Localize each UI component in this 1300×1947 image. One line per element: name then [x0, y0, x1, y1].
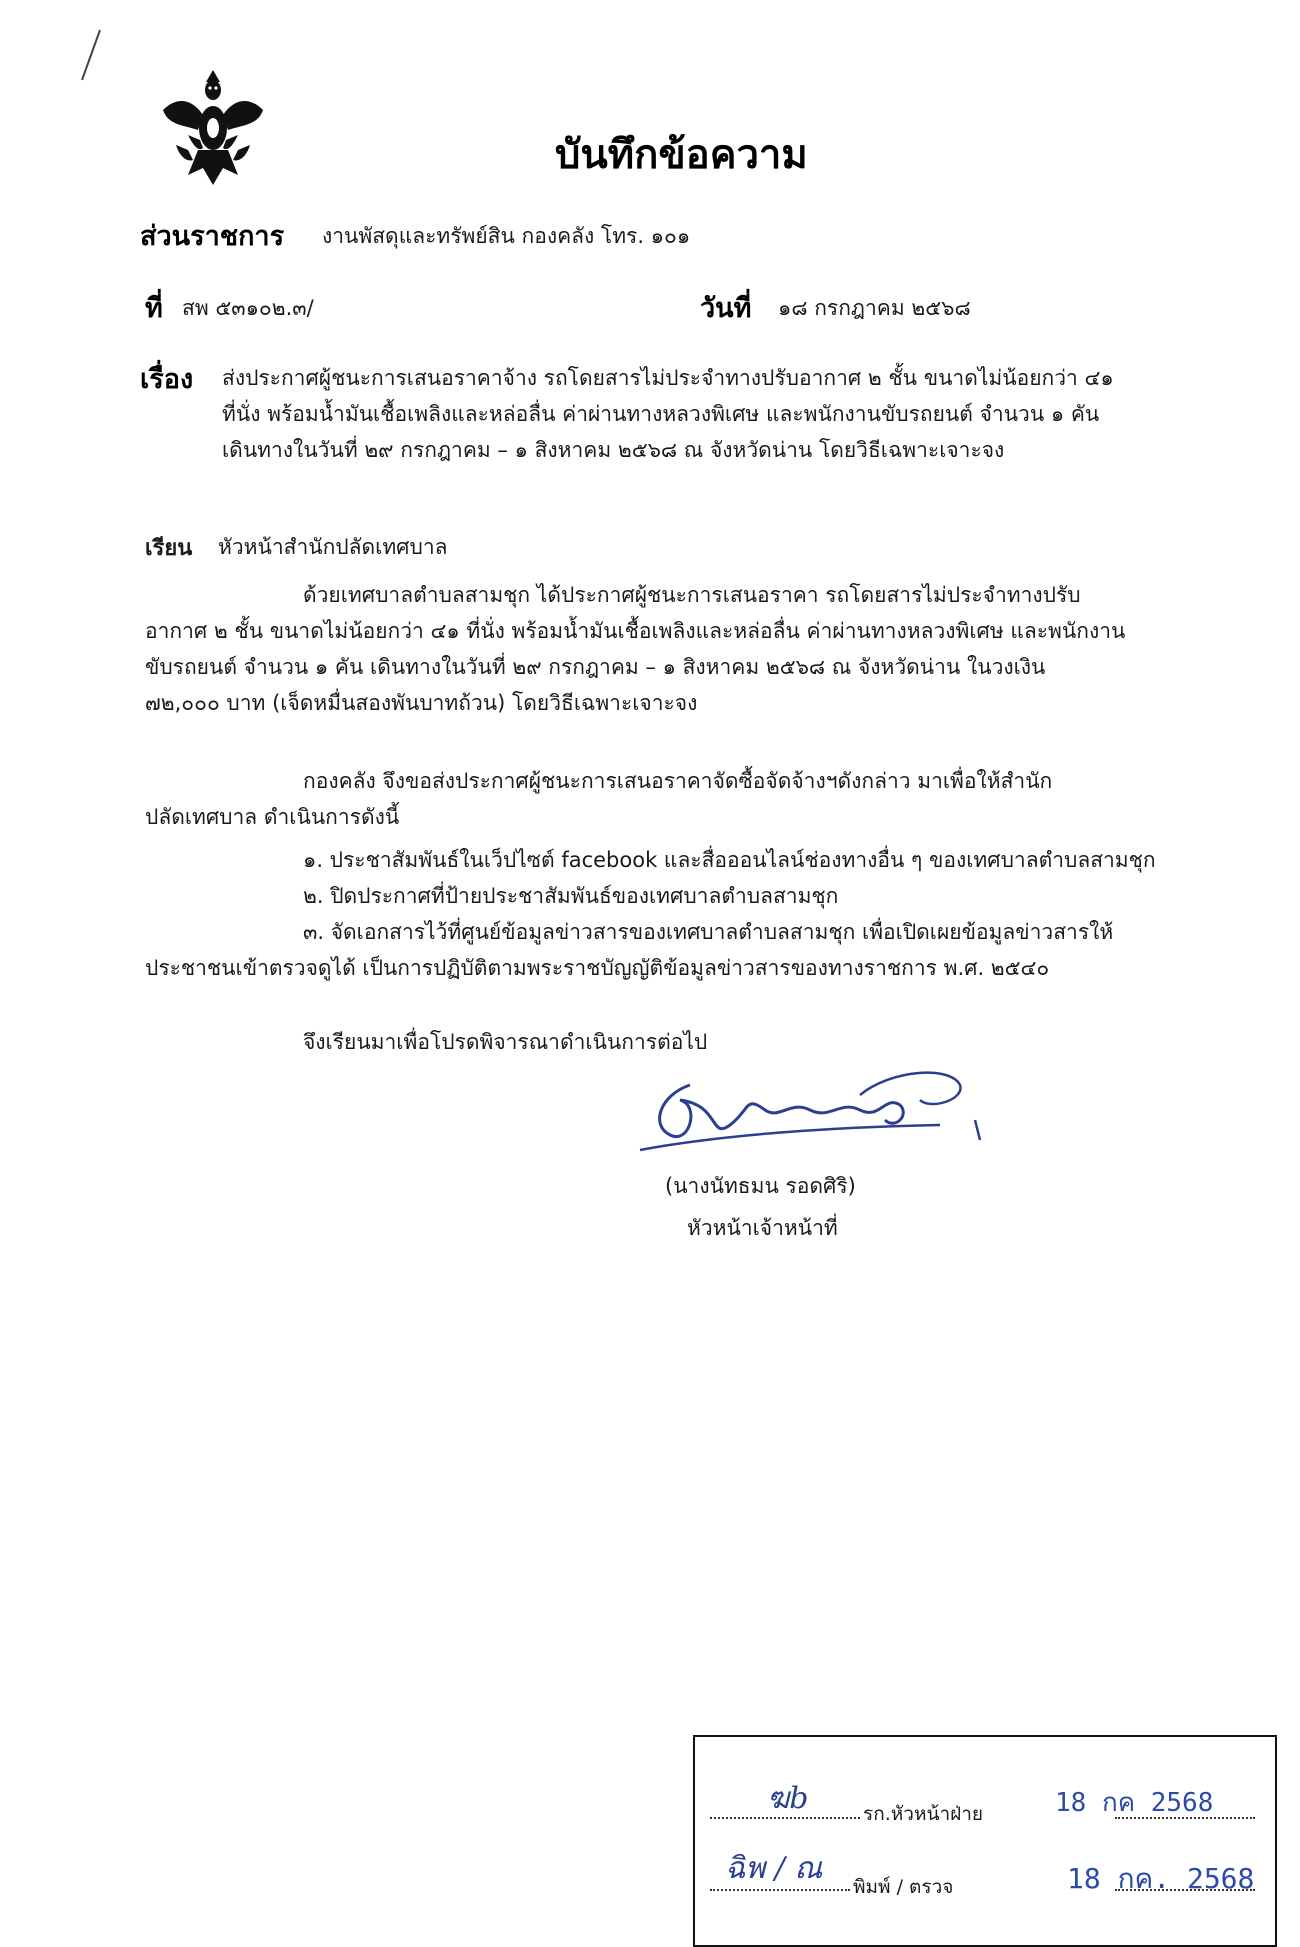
closing-text: จึงเรียนมาเพื่อโปรดพิจารณาดำเนินการต่อไป: [303, 1030, 708, 1054]
agency-label: ส่วนราชการ: [140, 221, 285, 252]
signature: [630, 1065, 990, 1160]
row1-initial: ฆb: [767, 1781, 809, 1816]
subject-line: ที่นั่ง พร้อมน้ำมันเชื้อเพลิงและหล่อลื่น ค่าผ่านทางหลวงพิเศษ และพนักงานขับรถยนต์ จำนวน ๑ คัน: [222, 402, 1100, 426]
receipt-stamp-box: [693, 1735, 1277, 1947]
paragraph-line: ๗๒,๐๐๐ บาท (เจ็ดหมื่นสองพันบาทถ้วน) โดยวิธีเฉพาะเจาะจง: [145, 691, 698, 715]
dotted-line: [1115, 1889, 1255, 1891]
garuda-emblem-icon: [158, 70, 268, 190]
subject-label: เรื่อง: [140, 364, 194, 395]
subject-line: ส่งประกาศผู้ชนะการเสนอราคาจ้าง รถโดยสารไม่ประจำทางปรับอากาศ ๒ ชั้น ขนาดไม่น้อยกว่า ๔๑: [222, 366, 1114, 390]
row2-label: พิมพ์ / ตรวจ: [853, 1876, 954, 1898]
list-item: ๑. ประชาสัมพันธ์ในเว็ปไซต์ facebook และสื่อออนไลน์ช่องทางอื่น ๆ ของเทศบาลตำบลสามชุก: [303, 848, 1156, 872]
row2-initial: ฉิพ / ณ: [725, 1851, 823, 1886]
paragraph-line: ปลัดเทศบาล ดำเนินการดังนี้: [145, 805, 400, 829]
signer-name: (นางนัทธมน รอดศิริ): [665, 1174, 856, 1198]
list-item: ๒. ปิดประกาศที่ป้ายประชาสัมพันธ์ของเทศบาลตำบลสามชุก: [303, 884, 839, 908]
paragraph-line: กองคลัง จึงขอส่งประกาศผู้ชนะการเสนอราคาจัดซื้อจัดจ้างฯดังกล่าว มาเพื่อให้สำนัก: [303, 769, 1053, 793]
paragraph-line: อากาศ ๒ ชั้น ขนาดไม่น้อยกว่า ๔๑ ที่นั่ง พร้อมน้ำมันเชื้อเพลิงและหล่อลื่น ค่าผ่านทางหลวงพิเศษ และพนักงาน: [145, 619, 1126, 643]
row1-date: 18 กค 2568: [1055, 1788, 1214, 1818]
signer-title: หัวหน้าเจ้าหน้าที่: [687, 1216, 838, 1240]
list-item: ๓. จัดเอกสารไว้ที่ศูนย์ข้อมูลข่าวสารของเทศบาลตำบลสามชุก เพื่อเปิดเผยข้อมูลข่าวสารให้: [303, 920, 1114, 944]
list-item-continuation: ประชาชนเข้าตรวจดูได้ เป็นการปฏิบัติตามพระราชบัญญัติข้อมูลข่าวสารของทางราชการ พ.ศ. ๒๕๔๐: [145, 956, 1050, 980]
subject-text: [222, 360, 1114, 468]
dotted-line: [1115, 1817, 1255, 1819]
paragraph-line: ขับรถยนต์ จำนวน ๑ คัน เดินทางในวันที่ ๒๙ กรกฎาคม – ๑ สิงหาคม ๒๕๖๘ ณ จังหวัดน่าน ในวงเงิน: [145, 655, 1046, 679]
memo-title: บันทึกข้อความ: [555, 132, 808, 178]
row2-date: 18 กค. 2568: [1067, 1862, 1255, 1895]
doc-no-label: ที่: [145, 293, 163, 324]
date-label: วันที่: [700, 293, 752, 324]
date-value: ๑๘ กรกฎาคม ๒๕๖๘: [778, 296, 971, 320]
paragraph-1: [145, 577, 1125, 721]
agency-value: งานพัสดุและทรัพย์สิน กองคลัง โทร. ๑๐๑: [322, 224, 691, 248]
action-list: [303, 842, 1156, 950]
to-label: เรียน: [145, 536, 193, 561]
subject-line: เดินทางในวันที่ ๒๙ กรกฎาคม – ๑ สิงหาคม ๒๕๖๘ ณ จังหวัดน่าน โดยวิธีเฉพาะเจาะจง: [222, 438, 1005, 462]
to-value: หัวหน้าสำนักปลัดเทศบาล: [218, 535, 448, 559]
paragraph-line: ด้วยเทศบาลตำบลสามชุก ได้ประกาศผู้ชนะการเสนอราคา รถโดยสารไม่ประจำทางปรับ: [303, 583, 1081, 607]
dotted-line: [710, 1889, 850, 1891]
corner-pen-mark: [70, 25, 110, 85]
dotted-line: [710, 1817, 860, 1819]
row1-label: รก.หัวหน้าฝ่าย: [863, 1803, 984, 1825]
paragraph-2: [145, 763, 1052, 835]
doc-no-value: สพ ๕๓๑๐๒.๓/: [182, 296, 314, 320]
